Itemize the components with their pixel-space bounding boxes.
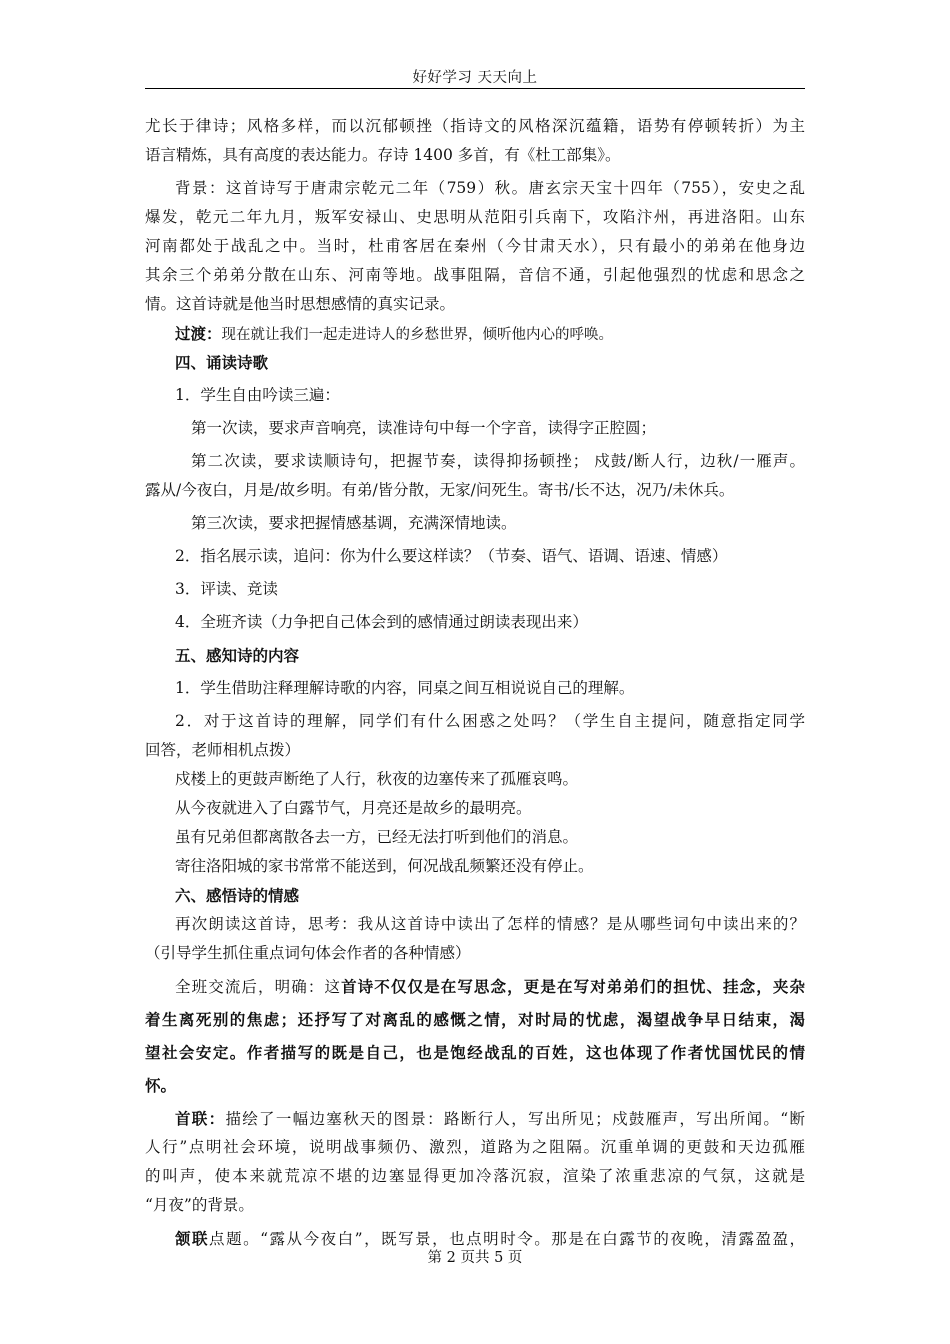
reading-step: 第三次读，要求把握情感基调，充满深情地读。 (191, 514, 517, 532)
shoulian-line: 人行”点明社会环境，说明战事频仍、激烈，道路为之阻隔。沉重单调的更鼓和天边孤雁 (145, 1138, 805, 1156)
shoulian-label: 首联： (175, 1109, 226, 1128)
hanlian-text: 点题。“露从今夜白”，既写景，也点明时令。那是在白露节的夜晚，清露盈盈， (209, 1230, 805, 1248)
answer-line (145, 972, 805, 1001)
translation-line: 戍楼上的更鼓声断绝了人行，秋夜的边塞传来了孤雁哀鸣。 (175, 770, 579, 788)
question-line: （引导学生抓住重点词句体会作者的各种情感） (145, 944, 471, 962)
transition-line (145, 319, 805, 348)
list-item: 2．指名展示读，追问：你为什么要这样读？（节奏、语气、语调、语速、情感） (175, 547, 728, 565)
answer-line: 望社会安定。作者描写的既是自己，也是饱经战乱的百姓，这也体现了作者忧国忧民的情 (145, 1043, 805, 1062)
translation-line: 从今夜就进入了白露节气，月亮还是故乡的最明亮。 (175, 799, 532, 817)
list-item: 1．学生借助注释理解诗歌的内容，同桌之间互相说说自己的理解。 (175, 679, 635, 697)
background-line: 背景：这首诗写于唐肃宗乾元二年（759）秋。唐玄宗天宝十四年（755），安史之乱 (175, 179, 805, 197)
question-line: 再次朗读这首诗，思考：我从这首诗中读出了怎样的情感？是从哪些词句中读出来的？ (175, 915, 805, 933)
transition-text: 现在就让我们一起走进诗人的乡愁世界，倾听他内心的呼唤。 (221, 327, 614, 343)
shoulian-text: 描绘了一幅边塞秋天的图景：路断行人，写出所见；戍鼓雁声，写出所闻。“断 (225, 1110, 805, 1128)
page-footer: 第 2 页共 5 页 (427, 1250, 523, 1266)
reading-step: 露从/今夜白，月是/故乡明。有弟/皆分散，无家/问死生。寄书/长不达，况乃/未休兵。 (145, 481, 735, 499)
translation-line: 虽有兄弟但都离散各去一方，已经无法打听到他们的消息。 (175, 828, 579, 846)
background-line: 河南都处于战乱之中。当时，杜甫客居在秦州（今甘肃天水），只有最小的弟弟在他身边 (145, 237, 805, 255)
hanlian-label: 颔联 (175, 1229, 210, 1248)
list-item: 4．全班齐读（力争把自己体会到的感情通过朗读表现出来） (175, 613, 588, 631)
list-item: 1．学生自由吟读三遍： (175, 386, 340, 404)
background-line: 爆发，乾元二年九月，叛军安禄山、史思明从范阳引兵南下，攻陷汴州，再进洛阳。山东 (145, 208, 805, 226)
section-heading-6: 六、感悟诗的情感 (175, 886, 300, 905)
paragraph-line: 语言精炼，具有高度的表达能力。存诗 1400 多首，有《杜工部集》。 (145, 146, 621, 164)
shoulian-line: 的叫声，使本来就荒凉不堪的边塞显得更加冷落沉寂，渲染了浓重悲凉的气氛，这就是 (145, 1167, 805, 1185)
document-body (145, 112, 805, 1253)
shoulian-line (145, 1104, 805, 1133)
shoulian-line: “月夜”的背景。 (145, 1196, 254, 1214)
reading-step: 第二次读，要求读顺诗句，把握节奏，读得抑扬顿挫； 戍鼓/断人行，边秋/一雁声。 (191, 452, 805, 470)
reading-step: 第一次读，要求声音响亮，读准诗句中每一个字音，读得字正腔圆； (191, 419, 657, 437)
background-line: 情。这首诗就是他当时思想感情的真实记录。 (145, 295, 456, 313)
list-item: 2．对于这首诗的理解，同学们有什么困惑之处吗？（学生自主提问，随意指定同学 (175, 712, 805, 730)
answer-line: 怀。 (145, 1076, 177, 1095)
section-heading-4: 四、诵读诗歌 (175, 353, 269, 372)
header-divider (145, 88, 805, 89)
list-item: 回答，老师相机点拨） (145, 741, 301, 759)
transition-label: 过渡： (175, 324, 222, 343)
paragraph-line: 尤长于律诗；风格多样，而以沉郁顿挫（指诗文的风格深沉蕴籍，语势有停顿转折）为主 (145, 117, 805, 135)
answer-prefix: 全班交流后，明确：这 (175, 978, 342, 996)
translation-line: 寄往洛阳城的家书常常不能送到，何况战乱频繁还没有停止。 (175, 857, 594, 875)
answer-line: 着生离死别的焦虑；还抒写了对离乱的感慨之情，对时局的忧虑，渴望战争早日结束，渴 (145, 1010, 805, 1029)
answer-bold-text: 首诗不仅仅是在写思念，更是在写对弟弟们的担忧、挂念，夹杂 (341, 977, 805, 996)
section-heading-5: 五、感知诗的内容 (175, 646, 300, 665)
background-line: 其余三个弟弟分散在山东、河南等地。战事阻隔，音信不通，引起他强烈的忧虑和思念之 (145, 266, 805, 284)
page-header: 好好学习 天天向上 (412, 70, 538, 86)
list-item: 3．评读、竞读 (175, 580, 278, 598)
